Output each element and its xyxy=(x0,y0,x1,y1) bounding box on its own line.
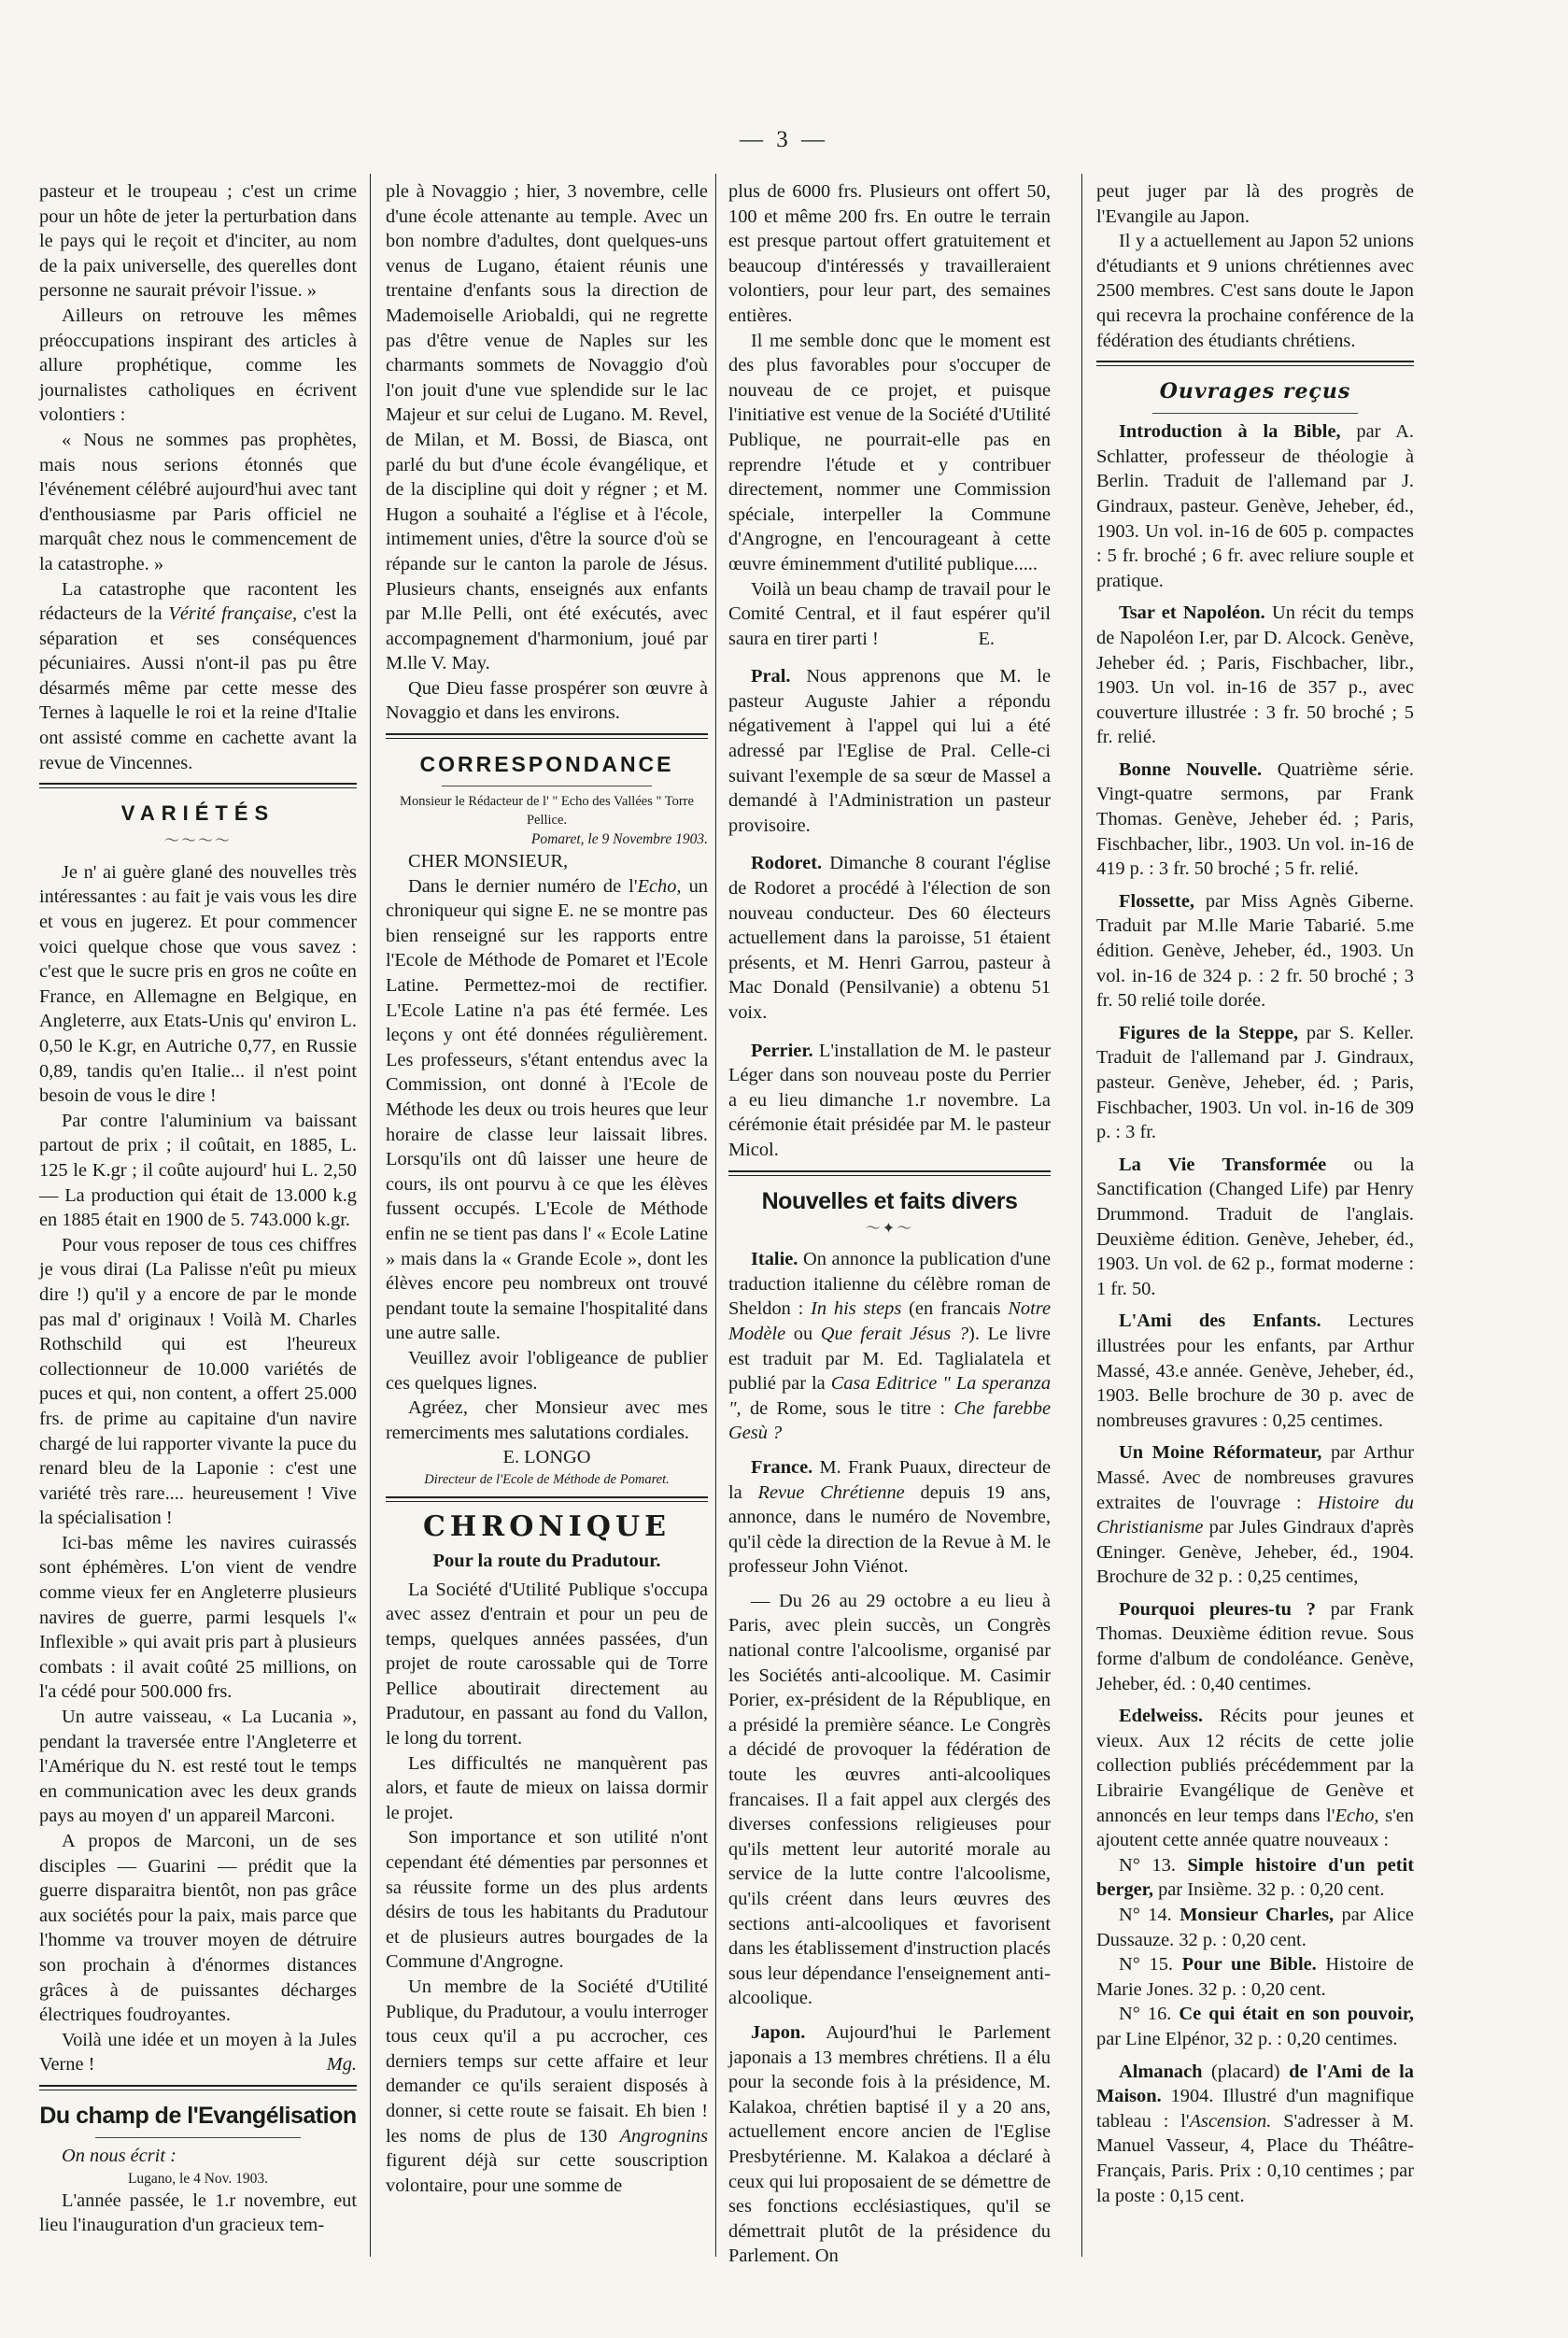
paragraph: La Société d'Utilité Publique s'occupa avec assez d'entrain et pour un peu de temps, quelques années passées, d'un projet de route carossable qui de Torre Pellice aboutirait directement au Pradutour, en passant au fond du Vallon, le long du torrent. xyxy=(386,1579,708,1750)
section-title-varietes: VARIÉTÉS xyxy=(120,801,275,826)
paragraph: La catastrophe que racontent les rédacteurs de la Vérité française, c'est la séparation et ses conséquences pécuniaires. Aussi n'ont-il pas pu être désarmés même par cette messe des Ternes à laquelle le roi et la reine d'Italie ont assisté comme en cachette avant la revue de Vincennes. xyxy=(39,578,357,773)
book-entry: L'Ami des Enfants. Lectures illustrées pour les enfants, par Arthur Massé, 43.e année. Genève, Jeheber, éd., 1903. Belle brochure de 30 p. avec de nombreuses gravures : 0,25 centimes. xyxy=(1096,1311,1414,1431)
news-item-rodoret: Rodoret. Dimanche 8 courant l'église de Rodoret a procédé à l'élection de son nouveau conducteur. Des 60 électeurs actuellement dans la paroisse, 51 étaient présents, et M. Henri Garrou, pasteur à Mac Donald (Pensilvanie) a obtenu 51 voix. xyxy=(728,853,1051,1023)
dateline: Lugano, le 4 Nov. 1903. xyxy=(127,2170,269,2187)
paragraph: Dans le dernier numéro de l'Echo, un chroniqueur qui signe E. ne se montre pas bien renseigné sur les rapports entre l'Ecole de Méthode de Pomaret et l'Ecole Latine. Permettez-moi de rectifier. L'Ecole Latine n'a pas été fermée. Les leçons y ont été données régulièrement. Les professeurs, s'étant entendus avec la Commission, ont donné à l'Ecole de Méthode les deux ou trois heures que leur horaire de classe leur laissait libres. Lorsqu'ils ont dû laisser une heure de cours, ils ont pourvu à ce que les élèves fussent occupés. L'Ecole de Méthode enfin ne se tient pas dans l' « Ecole Latine » mais dans la « Grande Ecole », dont les élèves encore peu nombreux ont trouvé pendant toute la semaine l'hospitalité dans une autre salle. xyxy=(386,875,708,1344)
spacer xyxy=(1096,1590,1414,1597)
paragraph: Il me semble donc que le moment est des plus favorables pour s'occuper de nouveau de ce projet, et puisque l'initiative est venue de la Société d'Utilité Publique, ne pourrait-elle pas en reprendre l'étude et y contribuer directement, nommer une Commission spéciale, interpeller la Commune d'Angrogne, en l'encourageant à cette œuvre éminemment d'utilité publique..... xyxy=(728,330,1051,574)
column-divider xyxy=(715,174,716,2257)
book-entry: Un Moine Réformateur, par Arthur Massé. Avec de nombreuses gravures extraites de l'ouvrage : Histoire du Christianisme par Jules Gindraux d'après Œninger. Genève, Jeheber, éd., 1904. Brochure de 32 p. : 0,25 centimes, xyxy=(1096,1442,1414,1588)
signature: E. LONGO xyxy=(502,1447,591,1468)
book-entry: Almanach (placard) de l'Ami de la Maison. 1904. Illustré d'un magnifique tableau : l'Ascension. S'adresser à M. Manuel Vasseur, 4, Place du Théâtre-Français, Paris. Prix : 0,10 centimes ; par la poste : 0,15 cent. xyxy=(1096,2061,1414,2206)
section-rule xyxy=(39,2085,357,2090)
book-entry: Flossette, par Miss Agnès Giberne. Traduit par M.lle Marie Tabarié. 5.me édition. Genève, Jeheber, éd., 1903. Un vol. in-16 de 324 p. : 2 fr. 50 broché ; 3 fr. 50 relié toile dorée. xyxy=(1096,890,1414,1012)
news-item-italie: Italie. On annonce la publication d'une traduction italienne du célèbre roman de Sheldon : In his steps (en francais Notre Modèle ou Que ferait Jésus ?). Le livre est traduit par M. Ed. Taglialatela et publié par la Casa Editrice " La speranza ", de Rome, sous le titre : Che farebbe Gesù ? xyxy=(728,1249,1052,1444)
book-entry: Tsar et Napoléon. Un récit du temps de Napoléon I.er, par D. Alcock. Genève, Jeheber éd. ; Paris, Fischbacher, libr., 1903. Un vol. in-16 de 357 p., avec couverture illustrée : 3 fr. 50 broché ; 5 fr. relié. xyxy=(1096,602,1414,748)
book-entry: Bonne Nouvelle. Quatrième série. Vingt-quatre sermons, par Frank Thomas. Genève, Jeheber éd. ; Paris, Fischbacher, libr., 1903. Un vol. in-16 de 419 p. : 3 fr. 50 broché ; 5 fr. relié. xyxy=(1096,758,1414,880)
spacer xyxy=(728,1580,1051,1589)
divider xyxy=(95,2137,301,2138)
paragraph: Que Dieu fasse prospérer son œuvre à Novaggio et dans les environs. xyxy=(386,677,708,724)
paragraph: Agréez, cher Monsieur avec mes remerciments mes salutations cordiales. xyxy=(386,1397,708,1443)
paragraph: Voilà un beau champ de travail pour le Comité Central, et il faut espérer qu'il saura en tirer parti ! E. xyxy=(728,578,1051,649)
paragraph: Son importance et son utilité n'ont cependant été démenties par personnes et sa réussite forme un des plus ardents désirs de tous les habitants du Pradutour et de plusieurs autres bourgades de la Commune d'Angrogne. xyxy=(386,1827,708,1973)
addressee: Monsieur le Rédacteur de l' " Echo des Vallées " Torre Pellice. xyxy=(400,794,694,829)
spacer xyxy=(1096,1013,1414,1021)
paragraph: Pour vous reposer de tous ces chiffres je vous dirai (La Palisse n'eût pu mieux dire !) qu'il y a encore de par le monde pas mal d' originaux ! Voilà M. Charles Rothschild qui est l'heureux collectionneur de 10.000 variétés de puces et qui, non content, a offert 25.000 frs. de prime au capitaine d'un navire chargé de lui rapporter vivante la puce du renard bleu de la Laponie : c'est une variété très rare.... heureusement ! Vive la spécialisation ! xyxy=(39,1234,357,1529)
news-item-france: France. M. Frank Puaux, directeur de la Revue Chrétienne depuis 19 ans, annonce, dans le numéro de Novembre, qu'il cède la direction de la Revue à M. le professeur John Viénot. xyxy=(728,1456,1051,1578)
article-subtitle: Pour la route du Pradutour. xyxy=(432,1550,661,1571)
paragraph: pasteur et le troupeau ; c'est un crime pour un hôte de jeter la perturbation dans le pays qui le reçoit et d'inciter, au nom de la paix universelle, des querelles dont personne ne saurait prévoir l'issue. » xyxy=(39,181,357,302)
column-2 xyxy=(386,179,708,2198)
paragraph: L'année passée, le 1.r novembre, eut lieu l'inauguration d'un gracieux tem- xyxy=(39,2189,357,2236)
news-item-pral: Pral. Nous apprenons que M. le pasteur Auguste Jahier a répondu négativement à l'appel qui lui a été adressé par l'Eglise de Pral. Celle-ci suivant l'exemple de sa sœur de Massel a demandé à l'Administration un pasteur provisoire. xyxy=(728,666,1051,836)
section-rule xyxy=(728,1170,1051,1176)
ornament-icon: 〜〜〜〜 xyxy=(163,833,232,850)
book-entry: Edelweiss. Récits pour jeunes et vieux. Aux 12 récits de cette jolie collection publiés précédemment par la Librairie Evangélique de Genève et annoncés en leur temps dans l'Echo, s'en ajoutent cette année quatre nouveaux : xyxy=(1096,1706,1415,1851)
paragraph: peut juger par là des progrès de l'Evangile au Japon. xyxy=(1096,181,1414,227)
column-divider xyxy=(1081,174,1082,2257)
news-item-japon: Japon. Aujourd'hui le Parlement japonais a 13 membres chrétiens. Il a élu pour la seconde fois à la présidence, M. Kalakoa, chrétien baptisé il y a 20 ans, actuellement encore ancien de l'Eglise Presbytérienne. M. Kalakoa a déclaré à ceux qui lui proposaient de se démettre de ses fonctions ecclésiastiques, qu'il se démettrait plutôt de la présidence du Parlement. On xyxy=(728,2021,1051,2267)
paragraph: Un membre de la Société d'Utilité Publique, du Pradutour, a voulu interroger tous ceux qu'il a pu accrocher, ces derniers temps sur cette affaire et leur demander ce qu'ils seraient disposés à donner, si cette route se faisait. Eh bien ! les noms de plus de 130 Angrognins figurent déjà sur cette souscription volontaire, pour une somme de xyxy=(386,1977,708,2196)
book-entry: N° 15. Pour une Bible. Histoire de Marie Jones. 32 p. : 0,20 cent. xyxy=(1096,1954,1414,2000)
section-title-ouvrages: Ouvrages reçus xyxy=(1159,379,1351,404)
paragraph: plus de 6000 frs. Plusieurs ont offert 50, 100 et même 200 frs. En outre le terrain est presque partout offert gratuitement et beaucoup d'intéressés y travailleraient volontiers, pour leur part, des semaines entières. xyxy=(728,181,1051,326)
spacer xyxy=(1096,750,1414,758)
book-entry: N° 16. Ce qui était en son pouvoir, par Line Elpénor, 32 p. : 0,20 centimes. xyxy=(1096,2004,1414,2049)
section-rule xyxy=(1096,361,1414,366)
spacer xyxy=(728,2011,1051,2020)
section-title-correspondance: CORRESPONDANCE xyxy=(419,752,674,777)
column-1 xyxy=(39,179,357,2238)
paragraph: Les difficultés ne manquèrent pas alors, et faute de mieux on laissa dormir le projet. xyxy=(386,1752,708,1823)
book-entry: La Vie Transformée ou la Sanctification (Changed Life) par Henry Drummond. Traduit de l'anglais. Deuxième édition. Genève, Jeheber, éd., 1903. Un vol. de 62 p., format moderne : 1 fr. 50. xyxy=(1096,1154,1414,1299)
section-title-nouvelles: Nouvelles et faits divers xyxy=(761,1187,1018,1214)
source-line: On nous écrit : xyxy=(62,2145,177,2166)
spacer xyxy=(1096,2052,1414,2060)
section-title-evangelisation: Du champ de l'Evangélisation xyxy=(39,2102,357,2129)
spacer xyxy=(728,838,1051,851)
spacer xyxy=(1096,1301,1414,1309)
page-number: — 3 — xyxy=(740,127,828,152)
section-rule xyxy=(386,733,708,739)
book-entry: Figures de la Steppe, par S. Keller. Traduit de l'allemand par J. Gindraux, pasteur. Genève, Jeheber, éd. ; Paris, Fischbacher, 1903. Un vol. in-16 de 309 p. : 3 fr. xyxy=(1096,1022,1414,1143)
spacer xyxy=(728,651,1051,664)
spacer xyxy=(1096,1433,1414,1440)
spacer xyxy=(728,1446,1051,1455)
column-divider xyxy=(370,174,371,2257)
paragraph: Ailleurs on retrouve les mêmes préoccupations inspirant des articles à allure prophétique, comme les journalistes catholiques en écrivent volontiers : xyxy=(39,305,357,426)
section-title-chronique: CHRONIQUE xyxy=(423,1509,671,1543)
paragraph: Veuillez avoir l'obligeance de publier ces quelques lignes. xyxy=(386,1347,708,1394)
paragraph: — Du 26 au 29 octobre a eu lieu à Paris, avec plein succès, un Congrès national contre l'alcoolisme, organisé par les Sociétés anti-alcoolique. M. Casimir Porier, ex-président de la République, en a présidé la première séance. Le Congrès a décidé de provoquer la fédération de toute les œuvres anti-alcooliques francaises. Il a fait appel aux clergés des diverses confessions religieuses pour qu'ils mettent leur autorité morale au service de la lutte contre l'alcoolisme, qu'ils créent dans leurs œuvres des sections anti-alcooliques et favorisent dans les établissement d'instruction placés sous leur dépendance l'enseignement anti-alcoolique. xyxy=(728,1590,1051,2009)
paragraph: Un autre vaisseau, « La Lucania », pendant la traversée entre l'Angleterre et l'Amérique du N. est resté tout le temps en communication avec les deux grands pays au moyen d' un appareil Marconi. xyxy=(39,1707,357,1827)
spacer xyxy=(1096,1145,1414,1153)
section-rule xyxy=(386,1496,708,1502)
paragraph: Il y a actuellement au Japon 52 unions d'étudiants et 9 unions chrétiennes avec 2500 membres. C'est sans doute le Japon qui recevra la prochaine conférence de la fédération des étudiants chrétiens. xyxy=(1096,231,1414,351)
book-entry: Pourquoi pleures-tu ? par Frank Thomas. Deuxième édition revue. Sous forme d'album de condoléance. Genève, Jeheber, éd. : 0,40 centimes. xyxy=(1096,1598,1414,1694)
news-item-perrier: Perrier. L'installation de M. le pasteur Léger dans son nouveau poste du Perrier a eu lieu dimanche 1.r novembre. La cérémonie était présidée par M. le pasteur Micol. xyxy=(728,1040,1051,1160)
paragraph: Ici-bas même les navires cuirassés sont éphémères. L'on vient de vendre comme vieux fer en Angleterre plusieurs navires de guerre, parmi lesquels l'« Inflexible » qui avait pris part à plusieurs combats : il avait coûté 25 millions, on l'a cédé pour 500.000 frs. xyxy=(39,1532,357,1703)
spacer xyxy=(1096,593,1414,601)
paragraph: A propos de Marconi, un de ses disciples — Guarini — prédit que la guerre disparaitra bientôt, non pas grâce aux sociétés pour la paix, mais parce que l'homme va trouver moyen de détruire son prochain à d'énormes distances grâces à de puissantes décharges électriques foudroyantes. xyxy=(39,1831,357,2026)
salutation: CHER MONSIEUR, xyxy=(408,851,569,872)
book-entry: N° 13. Simple histoire d'un petit berger, par Insième. 32 p. : 0,20 cent. xyxy=(1096,1854,1414,1901)
letter-date: Pomaret, le 9 Novembre 1903. xyxy=(530,831,708,848)
divider xyxy=(1152,413,1358,414)
signature-title: Directeur de l'Ecole de Méthode de Pomaret. xyxy=(424,1471,670,1487)
quote-paragraph: « Nous ne sommes pas prophètes, mais nous serions étonnés que l'événement célébré aujourd'hui avec tant d'enthousiasme par Paris officiel ne marquât chez nous le commencement de la catastrophe. » xyxy=(39,429,357,574)
section-rule xyxy=(39,783,357,788)
spacer xyxy=(1096,882,1414,889)
book-entry: Introduction à la Bible, par A. Schlatter, professeur de théologie à Berlin. Traduit de l'allemand par J. Gindraux, pasteur. Genève, Jeheber, éd., 1903. Un vol. in-16 de 605 p. compactes : 5 fr. broché ; 6 fr. avec reliure souple et pratique. xyxy=(1096,421,1414,591)
column-4 xyxy=(1096,179,1414,2208)
paragraph: ple à Novaggio ; hier, 3 novembre, celle d'une école attenante au temple. Avec un bon nombre d'adultes, dont quelques-uns venus de Lugano, étaient réunis une trentaine d'enfants sous la direction de Mademoiselle Ariobaldi, qui ne regrette pas d'être venue de Naples sur les charmants sommets de Novaggio d'où l'on jouit d'une vue splendide sur le lac Majeur et sur celui de Lugano. M. Revel, de Milan, et M. Bossi, de Biasca, ont parlé du but d'une école évangélique, et de la discipline qui doit y régner ; et M. Hugon a souhaité a l'église et à l'école, intimement unies, d'être la source d'où se répande sur le canton la parole de Jésus. Plusieurs chants, enseignés aux enfants par M.lle Pelli, ont été exécutés, avec accompagnement d'harmonium, joué par M.lle V. May. xyxy=(386,181,708,674)
column-3 xyxy=(728,179,1051,2269)
spacer xyxy=(1096,1696,1414,1704)
ornament-icon: 〜✦〜 xyxy=(865,1220,914,1237)
paragraph: Par contre l'aluminium va baissant partout de prix ; il coûtait, en 1885, L. 125 le K.gr ; il coûte aujourd' hui L. 2,50 — La production qui était de 13.000 k.g en 1885 était en 1900 de 5. 743.000 k.gr. xyxy=(39,1110,357,1231)
spacer xyxy=(728,1026,1051,1039)
paragraph: Voilà une idée et un moyen à la Jules Verne ! Mg. xyxy=(39,2029,357,2076)
paragraph: Je n' ai guère glané des nouvelles très intéressantes : au fait je vais vous les dire et vous en jugerez. Et pour commencer voici quelque chose que vous savez : c'est que le sucre pris en gros ne coûte en France, en Allemagne en Belgique, en Angleterre, aux Etats-Unis qu' environ L. 0,50 le K.gr, en Autriche 0,77, en Russie 0,89, tandis qu'en Italie... il n'est point besoin de vous le dire ! xyxy=(39,861,357,1107)
book-entry: N° 14. Monsieur Charles, par Alice Dussauze. 32 p. : 0,20 cent. xyxy=(1096,1905,1414,1950)
